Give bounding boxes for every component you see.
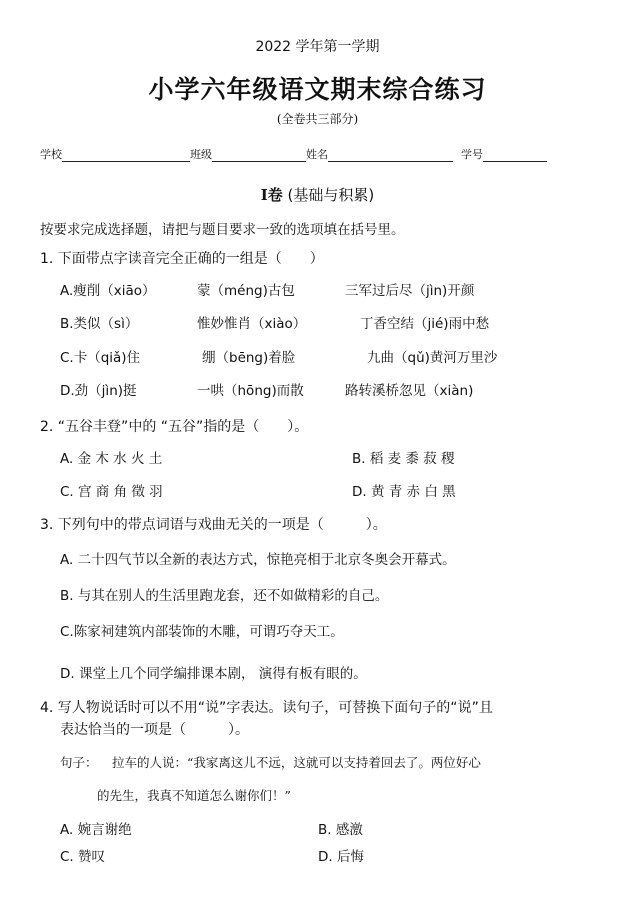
q2-option-c: C. 宫 商 角 徵 羽: [60, 484, 163, 500]
q1-c2: 绷（bēng)着脸: [202, 350, 296, 366]
exam-title: 小学六年级语文期末综合练习: [148, 75, 487, 104]
q1-d2: 一哄（hōng)而散: [197, 383, 304, 399]
q1-a3: 三军过后尽（jìn)开颜: [345, 283, 475, 299]
q3-option-c: C.陈家祠建筑内部装饰的木雕，可谓巧夺天工。: [60, 624, 344, 640]
section-sub: (基础与积累): [287, 186, 375, 204]
q2-option-d: D. 黄 青 赤 白 黑: [352, 484, 456, 500]
q1-d3: 路转溪桥忽见（xiàn): [345, 383, 474, 399]
q4-stem-line1: 4. 写人物说话时可以不用“说”字表达。读句子，可替换下面句子的“说”且: [40, 700, 493, 716]
number-label: 学号: [461, 148, 483, 161]
q3-option-d: D. 课堂上几个同学编排课本剧， 演得有板有眼的。: [60, 666, 367, 682]
student-info-row: [40, 146, 600, 162]
name-field[interactable]: [328, 149, 453, 162]
q1-d1: D.劲（jìn)挺: [60, 383, 137, 399]
instruction: 按要求完成选择题，请把与题目要求一致的选项填在括号里。: [40, 222, 405, 238]
q1-c3: 九曲（qǔ)黄河万里沙: [367, 350, 498, 366]
q1-c1: C.卡（qiǎ)住: [60, 350, 141, 366]
exam-subtitle: (全卷共三部分): [276, 112, 359, 126]
q3-option-a: A. 二十四气节以全新的表达方式，惊艳亮相于北京冬奥会开幕式。: [60, 552, 456, 568]
class-label: 班级: [190, 148, 212, 161]
q2-option-b: B. 稻 麦 黍 菽 稷: [352, 451, 455, 467]
q4-option-c: C. 赞叹: [60, 849, 106, 865]
q1-b1: B.类似（sì）: [60, 316, 139, 332]
q4-option-d: D. 后悔: [318, 849, 364, 865]
q4-sentence-line1: 拉车的人说：“我家离这儿不远，这就可以支持着回去了。两位好心: [112, 755, 481, 770]
q3-option-b: B. 与其在别人的生活里跑龙套，还不如做精彩的自己。: [60, 588, 389, 604]
q1-stem: 1. 下面带点字读音完全正确的一组是（ ）: [40, 251, 324, 267]
section-title: I卷: [260, 186, 283, 204]
q4-sentence-line2: 的先生，我真不知道怎么谢你们！”: [97, 788, 291, 803]
q2-stem: 2. “五谷丰登”中的 “五谷”指的是（ ）。: [40, 419, 309, 435]
q4-stem-line2: 表达恰当的一项是（ ）。: [60, 722, 249, 738]
school-field[interactable]: [62, 149, 190, 162]
q2-option-a: A. 金 木 水 火 土: [60, 451, 163, 467]
number-field[interactable]: [483, 149, 547, 162]
q1-b3: 丁香空结（jié)雨中愁: [360, 316, 490, 332]
school-label: 学校: [40, 148, 62, 161]
name-label: 姓名: [306, 148, 328, 161]
term-label: 2022 学年第一学期: [255, 39, 380, 55]
q1-b2: 惟妙惟肖（xiào）: [197, 316, 307, 332]
class-field[interactable]: [212, 149, 306, 162]
q1-a1: A.瘦削（xiāo）: [60, 283, 156, 299]
section-heading: [0, 184, 635, 205]
q3-stem: 3. 下列句中的带点词语与戏曲无关的一项是（ ）。: [40, 517, 387, 533]
q4-option-b: B. 感激: [318, 822, 363, 838]
q4-sentence-label: 句子：: [60, 755, 98, 770]
q1-a2: 蒙（méng)古包: [197, 283, 295, 299]
q4-option-a: A. 婉言谢绝: [60, 822, 132, 838]
